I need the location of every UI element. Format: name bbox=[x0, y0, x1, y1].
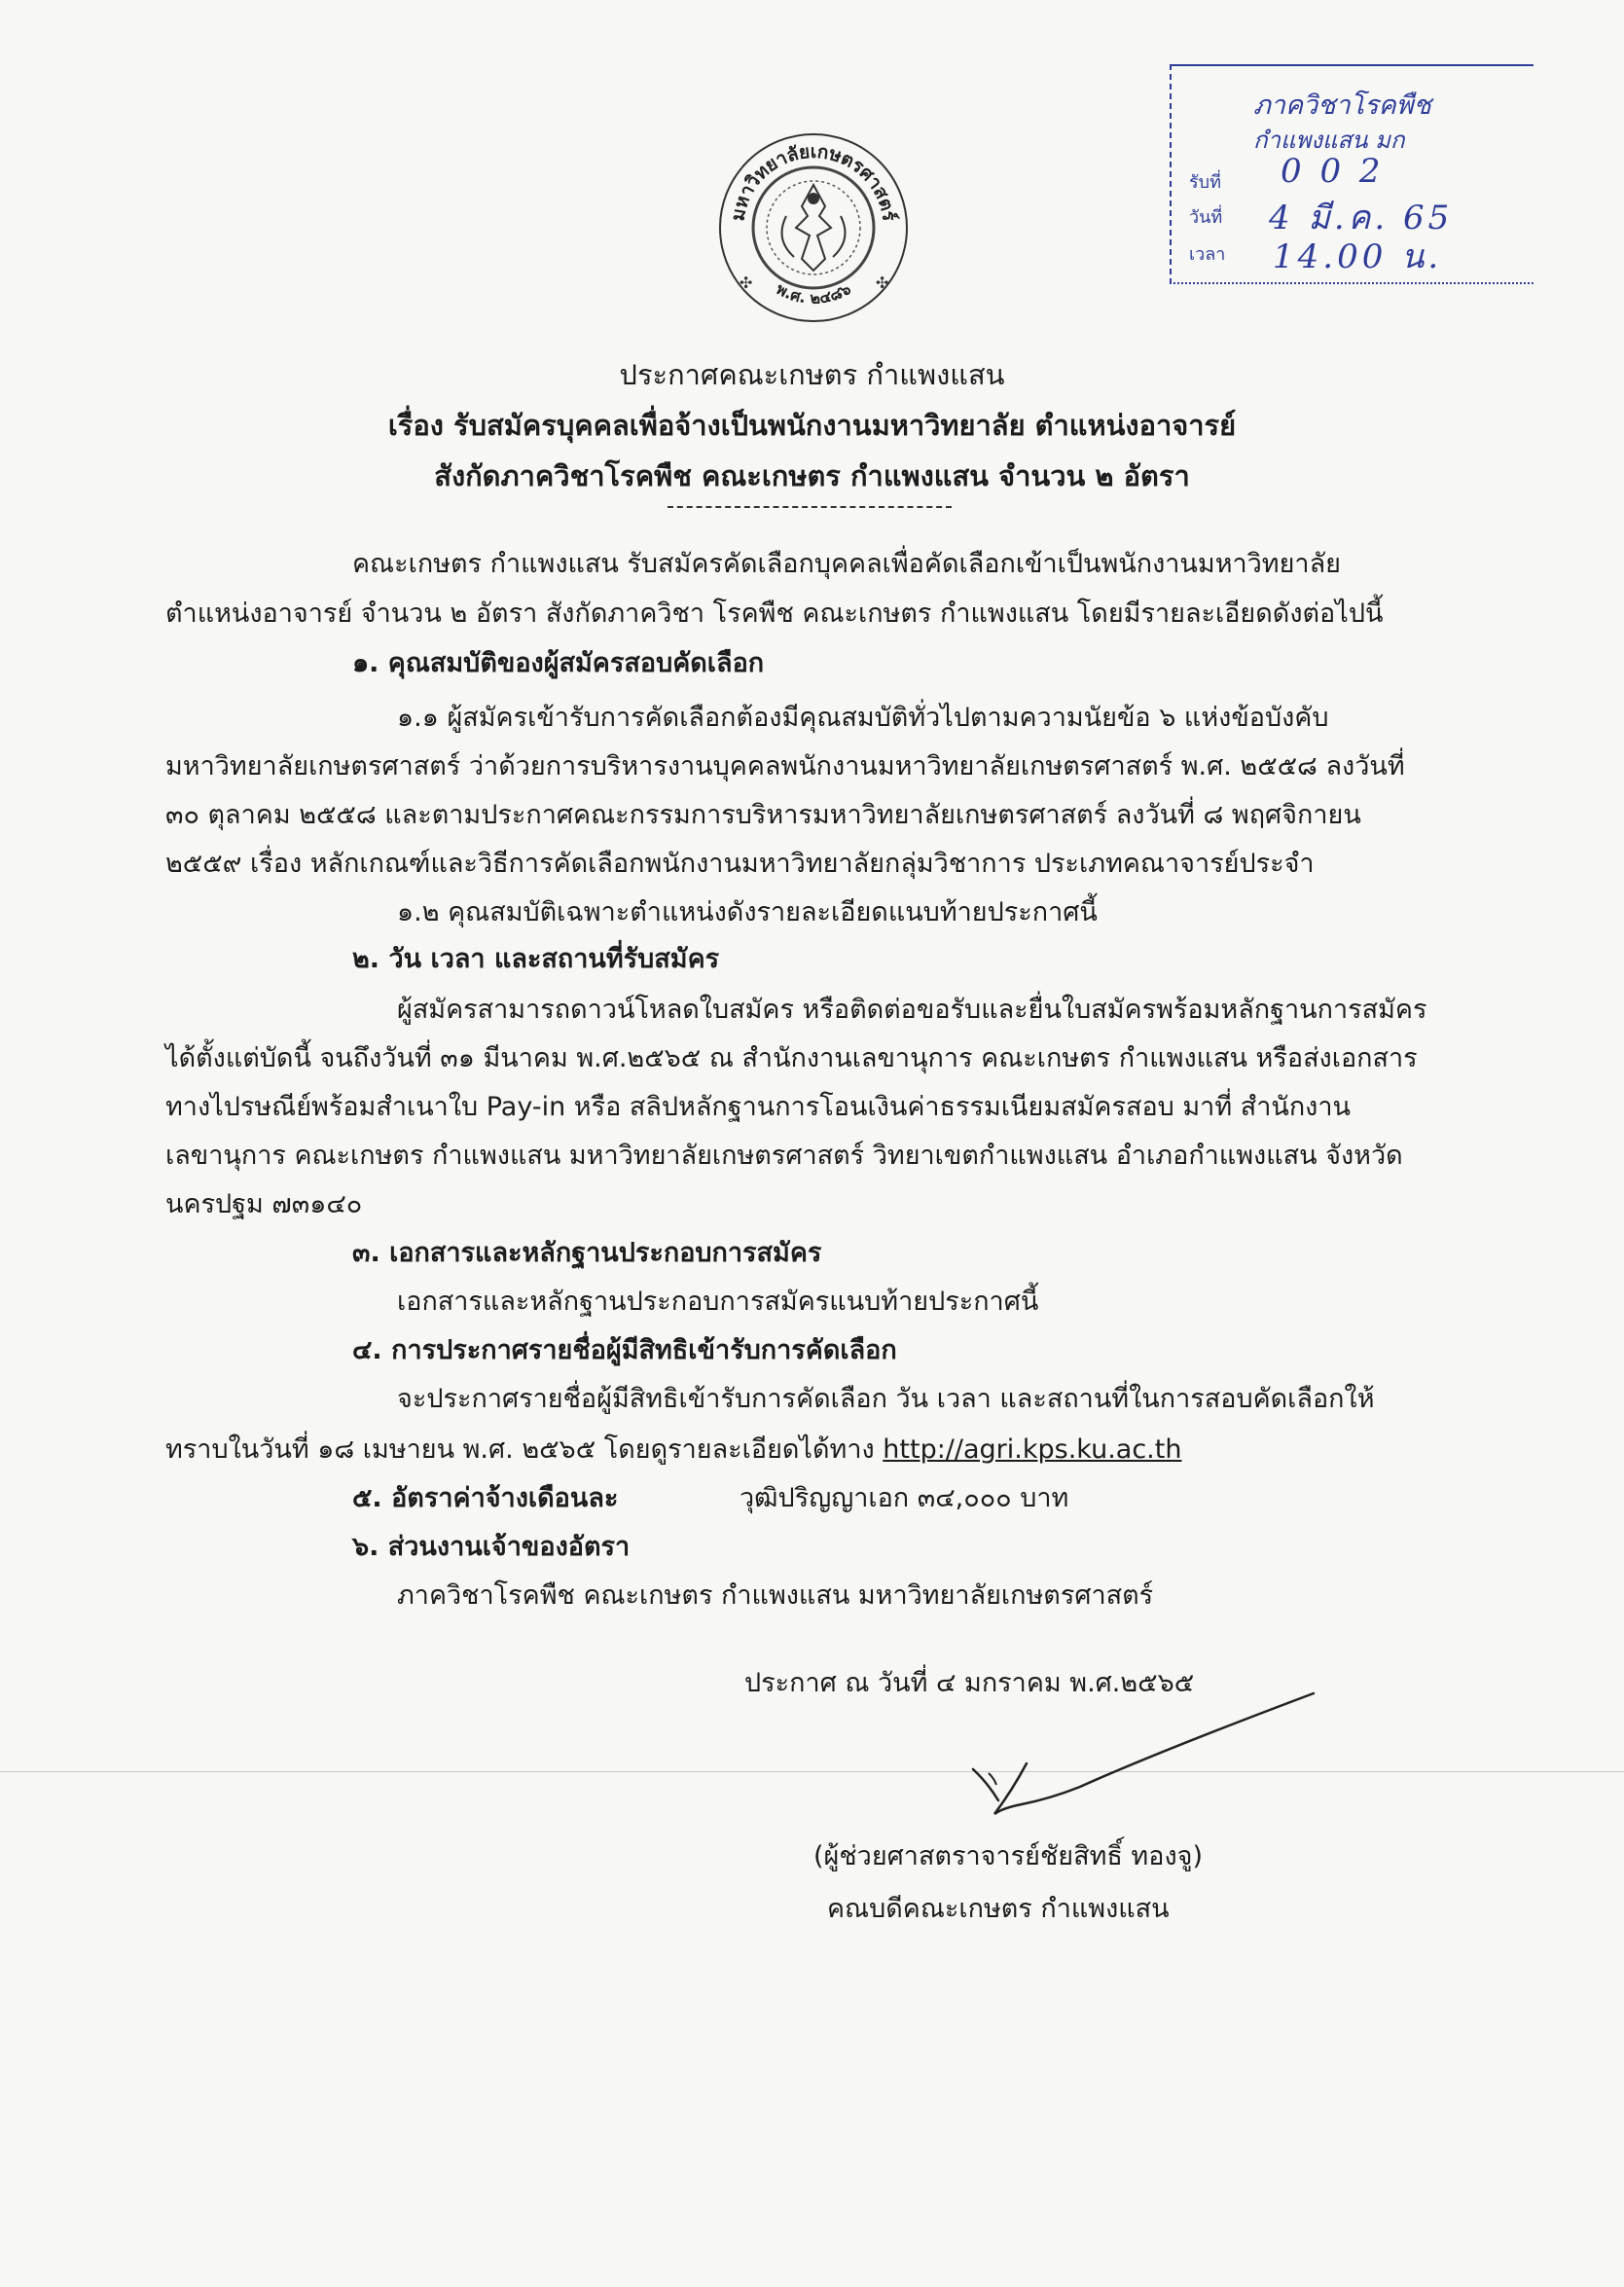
section-1-1-line-2: มหาวิทยาลัยเกษตรศาสตร์ ว่าด้วยการบริหารงานบุคคลพนักงานมหาวิทยาลัยเกษตรศาสตร์ พ.ศ. ๒๕๕๘ ลงวันที่ bbox=[165, 751, 1405, 781]
signer-name: (ผู้ช่วยศาสตราจารย์ชัยสิทธิ์ ทองจู) bbox=[813, 1841, 1203, 1871]
section-3-text: เอกสารและหลักฐานประกอบการสมัครแนบท้ายประกาศนี้ bbox=[397, 1287, 1039, 1317]
section-2-heading: ๒. วัน เวลา และสถานที่รับสมัคร bbox=[352, 944, 720, 974]
announcement-affiliation: สังกัดภาควิชาโรคพืช คณะเกษตร กำแพงแสน จำนวน ๒ อัตรา bbox=[434, 459, 1190, 492]
section-4-heading: ๔. การประกาศรายชื่อผู้มีสิทธิเข้ารับการคัดเลือก bbox=[352, 1335, 897, 1365]
announce-date: ประกาศ ณ วันที่ ๔ มกราคม พ.ศ.๒๕๖๕ bbox=[744, 1668, 1195, 1698]
section-5-heading: ๕. อัตราค่าจ้างเดือนละ bbox=[352, 1483, 619, 1513]
stamp-dept: ภาควิชาโรคพืช bbox=[1253, 91, 1431, 121]
university-seal bbox=[716, 123, 911, 337]
dean-signature bbox=[934, 1654, 1343, 1849]
section-1-1-line-4: ๒๕๕๙ เรื่อง หลักเกณฑ์และวิธีการคัดเลือกพนักงานมหาวิทยาลัยกลุ่มวิชาการ ประเภทคณาจารย์ประจำ bbox=[165, 849, 1315, 879]
faculty-website-link[interactable]: http://agri.kps.ku.ac.th bbox=[883, 1434, 1182, 1465]
signer-title: คณบดีคณะเกษตร กำแพงแสน bbox=[827, 1894, 1170, 1924]
section-1-1-line-1: ๑.๑ ผู้สมัครเข้ารับการคัดเลือกต้องมีคุณสมบัติทั่วไปตามความนัยข้อ ๖ แห่งข้อบังคับ bbox=[397, 703, 1329, 733]
heading-separator bbox=[668, 506, 952, 508]
intro-line-2: ตำแหน่งอาจารย์ จำนวน ๒ อัตรา สังกัดภาควิชา โรคพืช คณะเกษตร กำแพงแสน โดยมีรายละเอียดดังต่อไปนี้ bbox=[165, 599, 1384, 629]
seal-ring-text: มหาวิทยาลัยเกษตรศาสตร์ bbox=[727, 140, 900, 223]
section-2-line-3: ทางไปรษณีย์พร้อมสำเนาใบ Pay-in หรือ สลิปหลักฐานการโอนเงินค่าธรรมเนียมสมัครสอบ มาที่ สำนักงาน bbox=[165, 1092, 1351, 1122]
svg-text:✣: ✣ bbox=[740, 273, 753, 292]
stamp-date-label: วันที่ bbox=[1189, 207, 1223, 228]
section-5-value: วุฒิปริญญาเอก ๓๔,๐๐๐ บาท bbox=[740, 1483, 1069, 1513]
section-2-line-5: นครปฐม ๗๓๑๔๐ bbox=[165, 1189, 363, 1219]
stamp-date: 4 มี.ค. 65 bbox=[1269, 199, 1454, 237]
stamp-time-label: เวลา bbox=[1189, 244, 1226, 265]
announcement-title: ประกาศคณะเกษตร กำแพงแสน bbox=[619, 358, 1005, 391]
section-6-heading: ๖. ส่วนงานเจ้าของอัตรา bbox=[352, 1532, 631, 1562]
received-stamp bbox=[1170, 64, 1534, 284]
section-2-line-2: ได้ตั้งแต่บัดนี้ จนถึงวันที่ ๓๑ มีนาคม พ.ศ.๒๕๖๕ ณ สำนักงานเลขานุการ คณะเกษตร กำแพงแสน หรือส่งเอกสาร bbox=[165, 1043, 1418, 1073]
scan-fold-line bbox=[0, 1771, 1624, 1772]
section-6-text: ภาควิชาโรคพืช คณะเกษตร กำแพงแสน มหาวิทยาลัยเกษตรศาสตร์ bbox=[397, 1580, 1154, 1611]
intro-line-1: คณะเกษตร กำแพงแสน รับสมัครคัดเลือกบุคคลเพื่อคัดเลือกเข้าเป็นพนักงานมหาวิทยาลัย bbox=[352, 549, 1341, 579]
stamp-campus: กำแพงแสน มก bbox=[1253, 127, 1405, 154]
announcement-subject: เรื่อง รับสมัครบุคคลเพื่อจ้างเป็นพนักงานมหาวิทยาลัย ตำแหน่งอาจารย์ bbox=[387, 409, 1237, 442]
stamp-received-no: 0 0 2 bbox=[1281, 152, 1385, 191]
stamp-time: 14.00 น. bbox=[1273, 237, 1443, 276]
section-1-1-line-3: ๓๐ ตุลาคม ๒๕๕๘ และตามประกาศคณะกรรมการบริหารมหาวิทยาลัยเกษตรศาสตร์ ลงวันที่ ๘ พฤศจิกายน bbox=[165, 800, 1361, 830]
stamp-received-no-label: รับที่ bbox=[1189, 172, 1221, 193]
section-4-line-2 bbox=[165, 1433, 1181, 1468]
section-1-heading: ๑. คุณสมบัติของผู้สมัครสอบคัดเลือก bbox=[352, 648, 765, 678]
section-2-line-1: ผู้สมัครสามารถดาวน์โหลดใบสมัคร หรือติดต่อขอรับและยื่นใบสมัครพร้อมหลักฐานการสมัคร bbox=[397, 995, 1427, 1025]
section-3-heading: ๓. เอกสารและหลักฐานประกอบการสมัคร bbox=[352, 1238, 822, 1268]
section-4-line-2-text: ทราบในวันที่ ๑๘ เมษายน พ.ศ. ๒๕๖๕ โดยดูรายละเอียดได้ทาง bbox=[165, 1434, 884, 1465]
section-4-line-1: จะประกาศรายชื่อผู้มีสิทธิเข้ารับการคัดเลือก วัน เวลา และสถานที่ในการสอบคัดเลือกให้ bbox=[397, 1384, 1375, 1414]
seal-emblem bbox=[716, 123, 911, 337]
seal-year: พ.ศ. ๒๔๘๖ bbox=[773, 279, 854, 308]
svg-text:พ.ศ. ๒๔๘๖ bbox=[773, 279, 853, 308]
svg-text:✣: ✣ bbox=[876, 273, 889, 292]
svg-text:มหาวิทยาลัยเกษตรศาสตร์ bbox=[727, 141, 900, 223]
section-2-line-4: เลขานุการ คณะเกษตร กำแพงแสน มหาวิทยาลัยเกษตรศาสตร์ วิทยาเขตกำแพงแสน อำเภอกำแพงแสน จังหวัด bbox=[165, 1141, 1403, 1171]
section-1-2: ๑.๒ คุณสมบัติเฉพาะตำแหน่งดังรายละเอียดแนบท้ายประกาศนี้ bbox=[397, 897, 1098, 927]
